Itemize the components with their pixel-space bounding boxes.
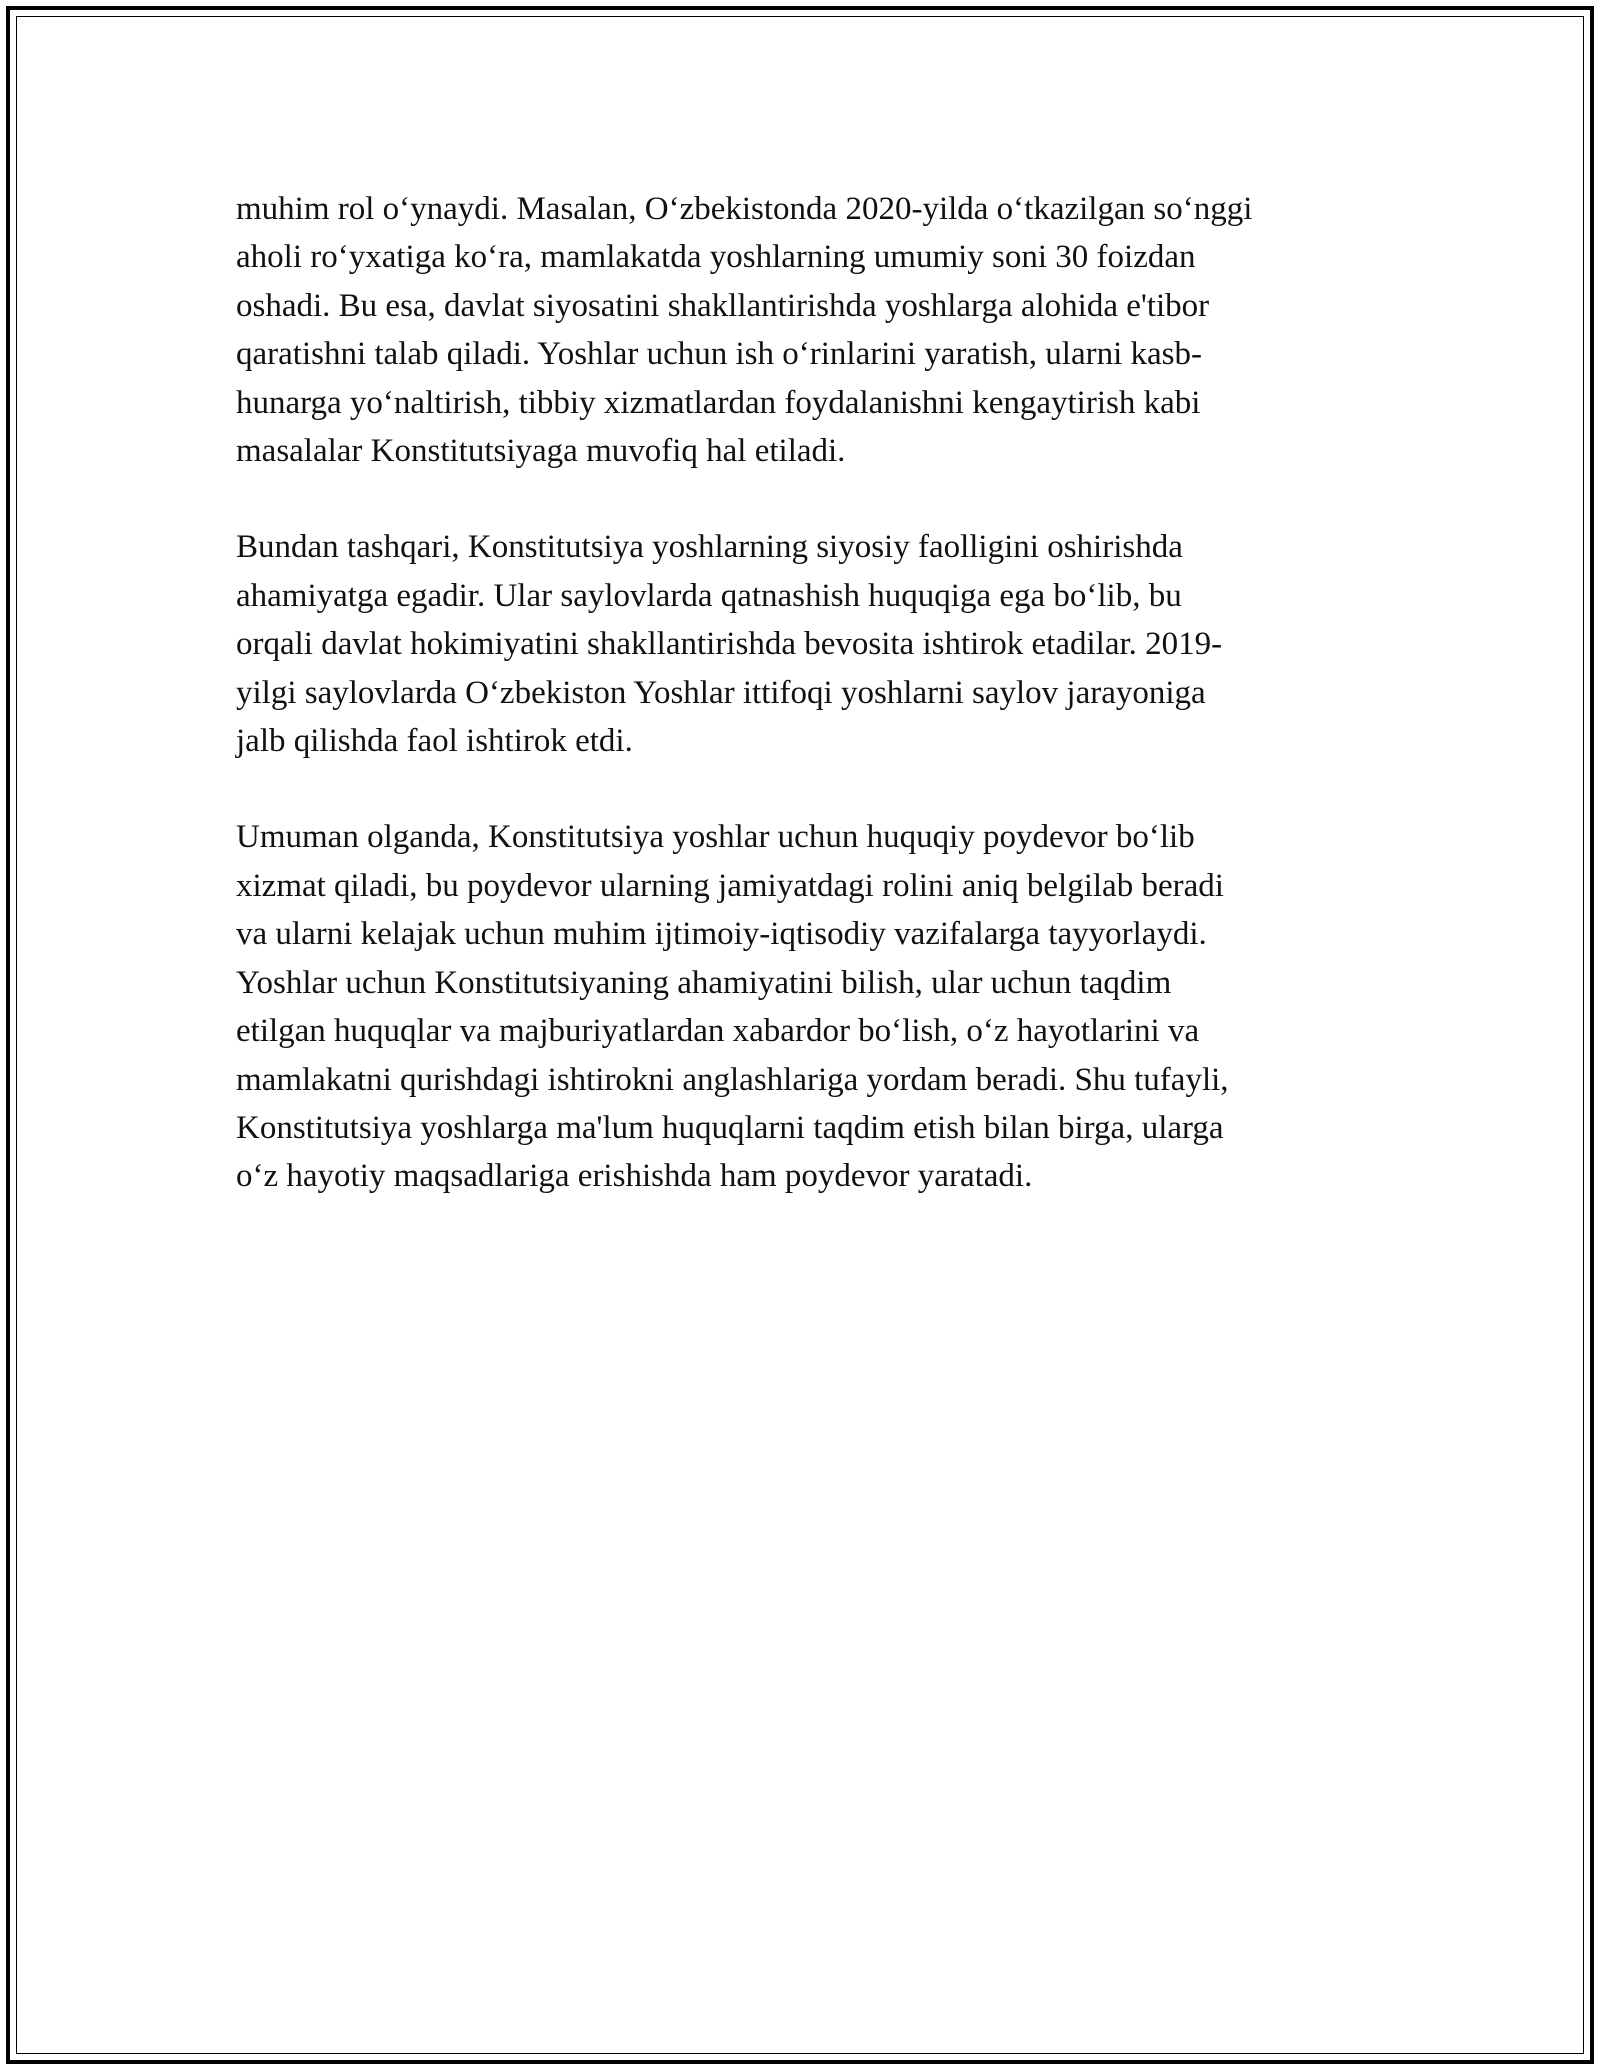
paragraph-3: Umuman olganda, Konstitutsiya yoshlar uchun huquqiy poydevor bo‘lib xizmat qiladi, bu poydevor ularning jamiyatdagi rolini aniq belgilab beradi va ularni kelajak uchun muhim ijtimoiy-iqtisodiy vazifalarga tayyorlaydi. Yoshlar uchun Konstitutsiyaning ahamiyatini bilish, ular uchun taqdim etilgan huquqlar va majburiyatlardan xabardor bo‘lish, o‘z hayotlarini va mamlakatni qurishdagi ishtirokni anglashlariga yordam beradi. Shu tufayli, Konstitutsiya yoshlarga ma'lum huquqlarni taqdim etish bilan birga, ularga o‘z hayotiy maqsadlariga erishishda ham poydevor yaratadi. bbox=[236, 819, 1229, 1195]
paragraph-1: muhim rol o‘ynaydi. Masalan, O‘zbekistonda 2020-yilda o‘tkazilgan so‘nggi aholi ro‘yxatiga ko‘ra, mamlakatda yoshlarning umumiy soni 30 foizdan oshadi. Bu esa, davlat siyosatini shakllantirishda yoshlarga alohida e'tibor qaratishni talab qiladi. Yoshlar uchun ish o‘rinlarini yaratish, ularni kasb- hunarga yo‘naltirish, tibbiy xizmatlardan foydalanishni kengaytirish kabi masalalar Konstitutsiyaga muvofiq hal etiladi. bbox=[236, 191, 1253, 470]
document-body bbox=[236, 185, 1376, 1249]
paragraph-2: Bundan tashqari, Konstitutsiya yoshlarning siyosiy faolligini oshirishda ahamiyatga egadir. Ular saylovlarda qatnashish huquqiga ega bo‘lib, bu orqali davlat hokimiyatini shakllantirishda bevosita ishtirok etadilar. 2019- yilgi saylovlarda O‘zbekiston Yoshlar ittifoqi yoshlarni saylov jarayoniga jalb qilishda faol ishtirok etdi. bbox=[236, 529, 1223, 760]
